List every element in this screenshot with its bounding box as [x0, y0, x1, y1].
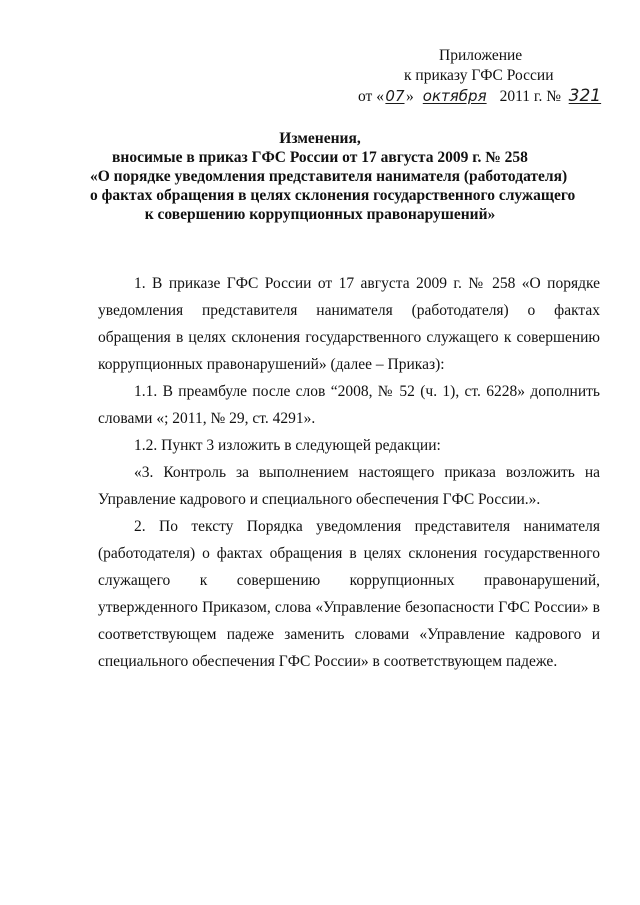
handwritten-month: октября: [422, 87, 487, 105]
title-line-3: «О порядке уведомления представителя нанимателя (работодателя): [90, 168, 568, 185]
title-line-5: к совершению коррупционных правонарушений»: [144, 206, 496, 223]
handwritten-order-number: 321: [568, 86, 602, 106]
appendix-header: [340, 46, 602, 107]
document-title: [90, 129, 576, 224]
paragraph-1: 1. В приказе ГФС России от 17 августа 2009 г. № 258 «О порядке уведомления представителя нанимателя (работодателя) о фактах обращения в целях склонения государственного служащего к совершению коррупционных правонарушений» (далее – Приказ):: [98, 275, 600, 373]
paragraph-quote-3: «3. Контроль за выполнением настоящего приказа возложить на Управление кадрового и специального обеспечения ГФС России.».: [98, 464, 600, 508]
paragraph-1-1: 1.1. В преамбуле после слов “2008, № 52 (ч. 1), ст. 6228» дополнить словами «; 2011, № 29, ст. 4291».: [98, 383, 600, 427]
paragraph-2: 2. По тексту Порядка уведомления представителя нанимателя (работодателя) о фактах обращения в целях склонения государственного служащего к совершению коррупционных правонарушений, утвержденного Приказом, слова «Управление безопасности ГФС России» в соответствующем падеже заменить словами «Управление кадрового и специального обеспечения ГФС России» в соответствующем падеже.: [98, 518, 600, 670]
title-line-4: о фактах обращения в целях склонения государственного служащего: [90, 187, 576, 204]
date-quote: »: [405, 88, 414, 105]
title-line-1: Изменения,: [279, 130, 361, 147]
title-line-2: вносимые в приказ ГФС России от 17 августа 2009 г. № 258: [112, 149, 528, 166]
appendix-reference: к приказу ГФС России: [404, 67, 554, 84]
paragraph-1-2: 1.2. Пункт 3 изложить в следующей редакции:: [134, 437, 441, 454]
handwritten-day: 07: [385, 87, 405, 105]
date-year: 2011 г. №: [495, 88, 565, 105]
date-prefix: от «: [358, 88, 384, 105]
document-body: [98, 270, 600, 675]
appendix-date-line: [340, 86, 602, 107]
appendix-title: Приложение: [439, 47, 523, 64]
